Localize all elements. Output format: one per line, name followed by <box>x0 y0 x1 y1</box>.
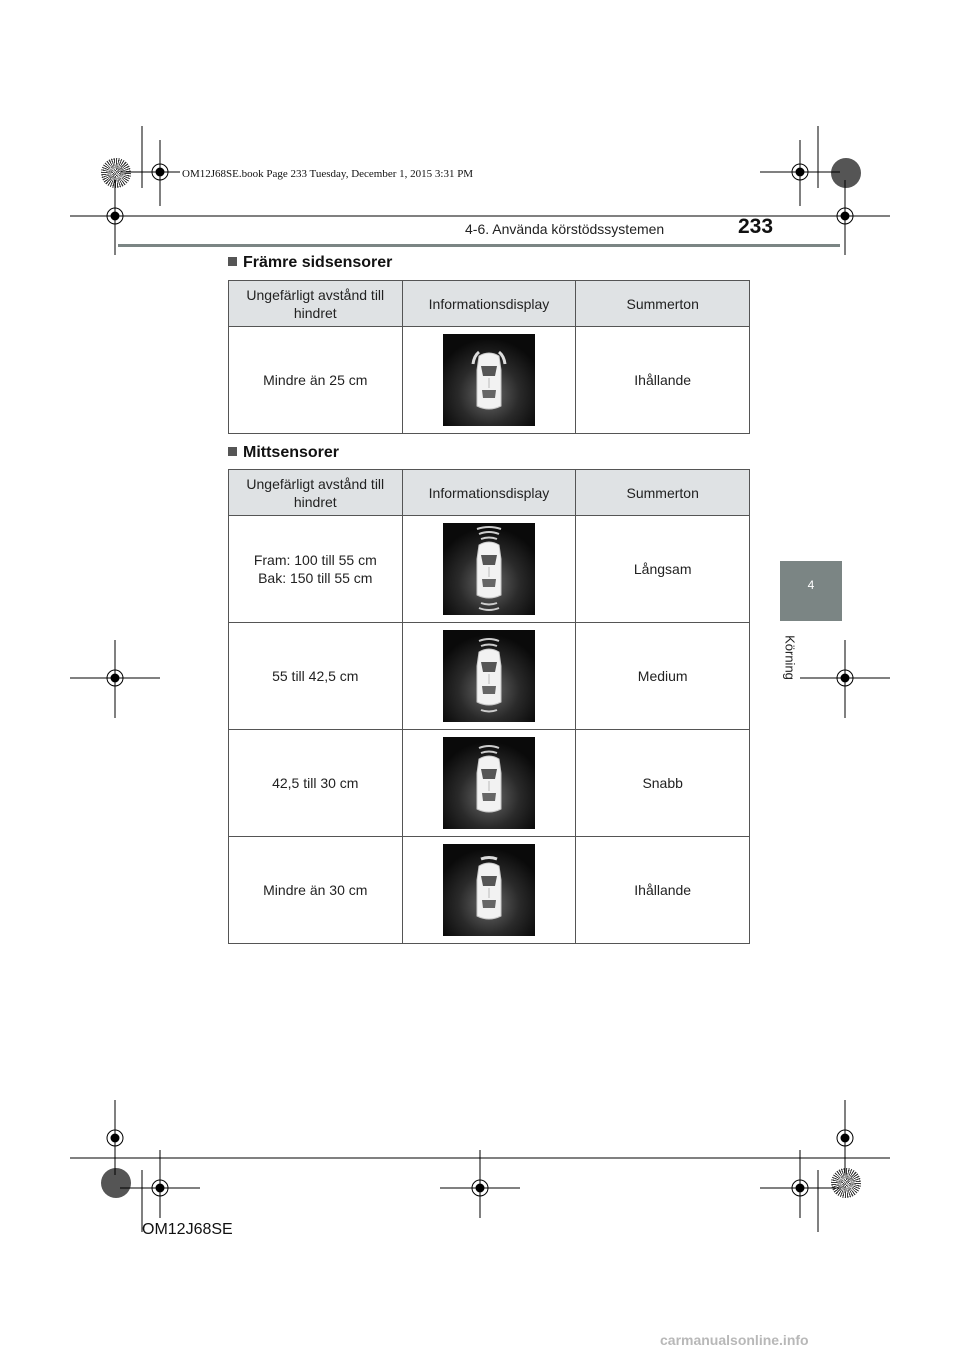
center-sensor-screen-icon <box>443 523 535 615</box>
table-header-row <box>229 281 750 327</box>
table-row <box>229 516 750 623</box>
display-cell <box>402 327 576 434</box>
bullet-square-icon <box>228 447 237 456</box>
front-side-table <box>228 280 750 434</box>
buzzer-cell: Snabb <box>576 730 750 837</box>
display-cell <box>402 623 576 730</box>
section-title: 4-6. Använda körstödssystemen <box>465 221 665 237</box>
center-sensor-screen-icon <box>443 844 535 936</box>
page-number: 233 <box>738 215 774 238</box>
display-cell <box>402 516 576 623</box>
column-header: Summerton <box>576 281 750 327</box>
chapter-name: Körning <box>782 635 798 680</box>
front-side-heading: Främre sidsensorer <box>228 254 392 272</box>
buzzer-cell: Långsam <box>576 516 750 623</box>
center-heading: Mittsensorer <box>228 444 339 462</box>
buzzer-cell: Medium <box>576 623 750 730</box>
column-header: Informationsdisplay <box>402 470 576 516</box>
table-row <box>229 730 750 837</box>
buzzer-cell: Ihållande <box>576 327 750 434</box>
column-header: Ungefärligt avstånd till hindret <box>229 470 403 516</box>
column-header: Summerton <box>576 470 750 516</box>
center-sensor-screen-icon <box>443 630 535 722</box>
table-row <box>229 623 750 730</box>
bullet-square-icon <box>228 257 237 266</box>
center-table <box>228 469 750 944</box>
center-sensor-screen-icon <box>443 737 535 829</box>
column-header: Informationsdisplay <box>402 281 576 327</box>
header-rule <box>118 244 840 247</box>
distance-cell: 42,5 till 30 cm <box>229 730 403 837</box>
watermark: carmanualsonline.info <box>660 1332 809 1348</box>
column-header: Ungefärligt avstånd till hindret <box>229 281 403 327</box>
distance-cell: 55 till 42,5 cm <box>229 623 403 730</box>
distance-cell: Mindre än 30 cm <box>229 837 403 944</box>
buzzer-cell: Ihållande <box>576 837 750 944</box>
display-cell <box>402 837 576 944</box>
distance-cell: Fram: 100 till 55 cm Bak: 150 till 55 cm <box>229 516 403 623</box>
table-header-row <box>229 470 750 516</box>
chapter-number: 4 <box>807 578 815 592</box>
print-book-info: OM12J68SE.book Page 233 Tuesday, December 1, 2015 3:31 PM <box>182 168 474 180</box>
table-row <box>229 837 750 944</box>
front-side-sensor-screen-icon <box>443 334 535 426</box>
manual-code: OM12J68SE <box>142 1221 233 1238</box>
table-row <box>229 327 750 434</box>
distance-cell: Mindre än 25 cm <box>229 327 403 434</box>
display-cell <box>402 730 576 837</box>
